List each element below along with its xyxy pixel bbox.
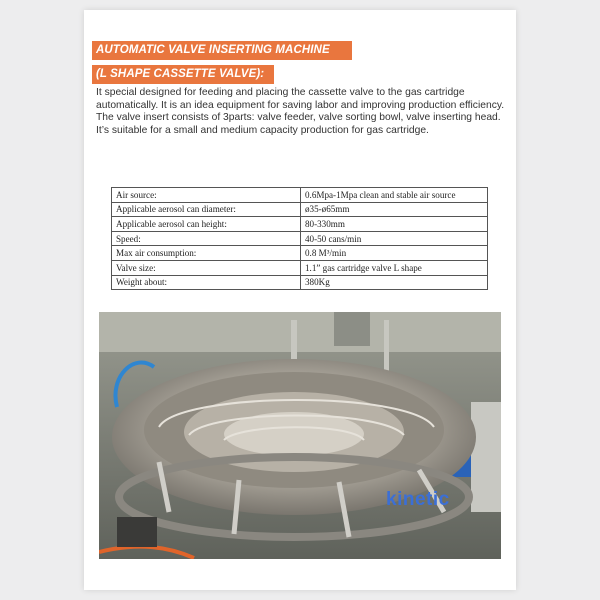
spec-value: 1.1” gas cartridge valve L shape: [301, 260, 488, 275]
spec-value: 40-50 cans/min: [301, 231, 488, 246]
spec-row: [112, 202, 488, 217]
heading-line-1: AUTOMATIC VALVE INSERTING MACHINE: [92, 41, 352, 60]
spec-value: 380Kg: [301, 275, 488, 290]
spec-value: 0.8 M³/min: [301, 246, 488, 261]
spec-label: Max air consumption:: [112, 246, 301, 261]
spec-row: [112, 260, 488, 275]
spec-label: Valve size:: [112, 260, 301, 275]
spec-row: [112, 246, 488, 261]
vibratory-bowl-illustration: [99, 312, 501, 559]
spec-table: [111, 187, 488, 290]
spec-label: Applicable aerosol can diameter:: [112, 202, 301, 217]
spec-label: Applicable aerosol can height:: [112, 217, 301, 232]
spec-label: Weight about:: [112, 275, 301, 290]
product-description: It special designed for feeding and placing the cassette valve to the gas cartridge automatically. It is an idea equipment for saving labor and improving production efficiency. The valve insert consists of 3parts: valve feeder, valve sorting bowl, valve inserting head. It’s suitable for a small and medium capacity production for gas cartridge.: [96, 87, 505, 136]
spec-value: ø35-ø65mm: [301, 202, 488, 217]
spec-row: [112, 217, 488, 232]
spec-row: [112, 275, 488, 290]
spec-row: [112, 231, 488, 246]
watermark-logo: kinetic: [386, 489, 450, 510]
spec-label: Speed:: [112, 231, 301, 246]
spec-value: 80-330mm: [301, 217, 488, 232]
spec-row: [112, 188, 488, 203]
machine-photo: [99, 312, 501, 559]
heading-line-2: (L SHAPE CASSETTE VALVE):: [92, 65, 274, 84]
spec-value: 0.6Mpa-1Mpa clean and stable air source: [301, 188, 488, 203]
product-card: [84, 10, 516, 590]
spec-label: Air source:: [112, 188, 301, 203]
